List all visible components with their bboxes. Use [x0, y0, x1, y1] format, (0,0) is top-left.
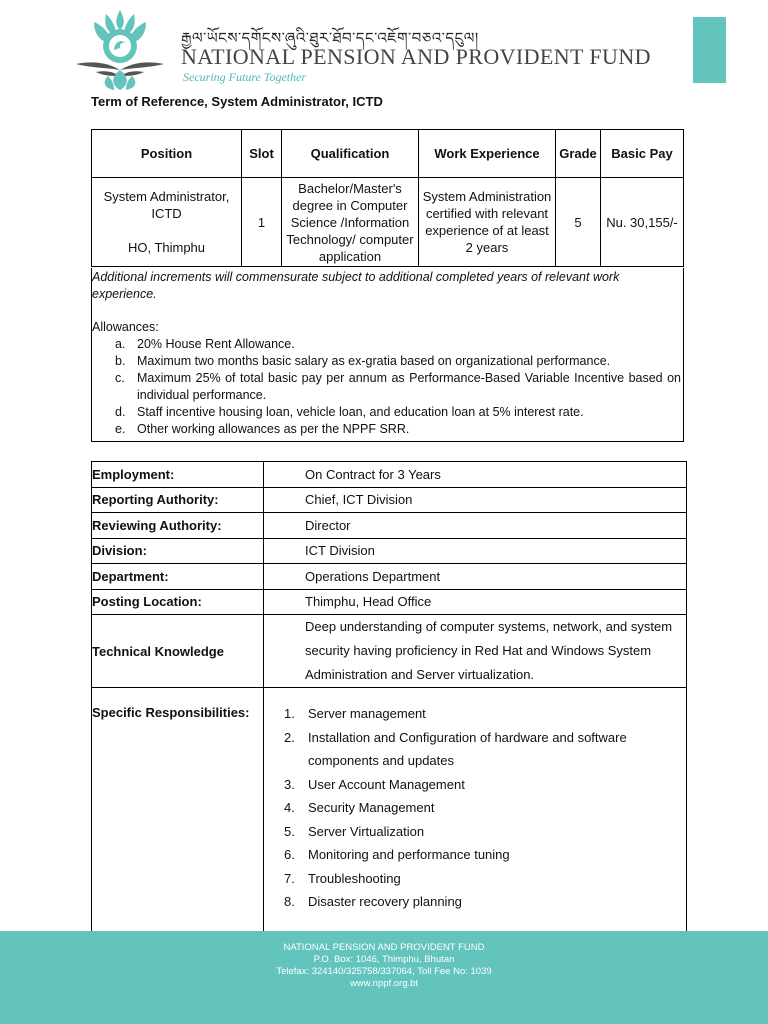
posting-location-value: Thimphu, Head Office — [264, 589, 687, 615]
list-item-text: Other working allowances as per the NPPF SRR. — [137, 422, 410, 436]
list-item-label: c. — [115, 371, 125, 385]
list-item-label: e. — [115, 422, 126, 436]
list-item: 7. Troubleshooting — [284, 870, 401, 886]
footer-org-name: NATIONAL PENSION AND PROVIDENT FUND — [283, 942, 485, 953]
footer-website-link[interactable]: www.nppf.org.bt — [349, 978, 419, 989]
table-row — [92, 178, 684, 267]
table-row — [92, 688, 687, 944]
list-item: 2. Installation and Configuration of hardware and software — [284, 729, 627, 745]
tibetan-org-name: རྒྱལ་ཡོངས་དགོངས་ཞུའི་ཐུར་ཐོབ་དང་འཇོག་བཅའ་དངུལ། — [181, 29, 479, 47]
tagline: Securing Future Together — [183, 70, 307, 84]
table-row — [92, 538, 687, 564]
page-title: Term of Reference, System Administrator, ICTD — [91, 94, 383, 109]
list-item-text: Maximum 25% of total basic pay per annum as Performance-Based Variable Incentive based on individual performance. — [137, 371, 681, 402]
allowances-heading: Allowances: — [92, 320, 159, 334]
department-value: Operations Department — [264, 564, 687, 590]
list-item: 1. Server management — [284, 706, 426, 721]
footer-phone: Telefax: 324140/325758/337064, Toll Fee No: 1039 — [276, 966, 492, 977]
division-value: ICT Division — [264, 538, 687, 564]
org-name: NATIONAL PENSION AND PROVIDENT FUND — [181, 44, 651, 69]
specific-responsibilities-cell — [264, 688, 687, 944]
list-item-label: b. — [115, 354, 126, 368]
table-row — [92, 564, 687, 590]
list-item: 4. Security Management — [284, 800, 435, 815]
list-item: components and updates — [308, 753, 454, 768]
cell-basic-pay: Nu. 30,155/- — [601, 178, 684, 267]
cell-experience: System Administration certified with relevant experience of at least 2 years — [419, 178, 556, 267]
employment-value: On Contract for 3 Years — [264, 462, 687, 488]
allowances-box — [91, 268, 684, 442]
cell-slot: 1 — [242, 178, 282, 267]
list-item — [115, 421, 683, 438]
col-header-position: Position — [92, 130, 242, 178]
specific-responsibilities-label: Specific Responsibilities: — [92, 688, 264, 944]
list-item: 8. Disaster recovery planning — [284, 894, 462, 909]
table-row — [92, 487, 687, 513]
technical-knowledge-label: Technical Knowledge — [92, 615, 264, 688]
table-row — [92, 513, 687, 539]
col-header-experience: Work Experience — [419, 130, 556, 178]
col-header-qualification: Qualification — [282, 130, 419, 178]
col-header-grade: Grade — [556, 130, 601, 178]
cell-qualification: Bachelor/Master's degree in Computer Science /Information Technology/ computer application — [282, 178, 419, 267]
reporting-authority-label: Reporting Authority: — [92, 487, 264, 513]
cell-grade: 5 — [556, 178, 601, 267]
employment-label: Employment: — [92, 462, 264, 488]
responsibilities-list — [264, 702, 686, 914]
table-row — [92, 615, 687, 688]
reviewing-authority-value: Director — [264, 513, 687, 539]
list-item — [115, 370, 683, 404]
list-item-label: a. — [115, 337, 126, 351]
position-table-header — [92, 130, 684, 178]
list-item-text: Staff incentive housing loan, vehicle loan, and education loan at 5% interest rate. — [137, 405, 584, 419]
details-table — [91, 461, 687, 944]
list-item-label: d. — [115, 405, 126, 419]
footer-contact — [0, 942, 768, 990]
lotus-swan-logo-icon — [66, 6, 174, 94]
department-label: Department: — [92, 564, 264, 590]
col-header-basic-pay: Basic Pay — [601, 130, 684, 178]
cell-position — [92, 178, 242, 267]
position-title: System Administrator, — [103, 189, 230, 204]
footer-address: P.O. Box: 1046, Thimphu, Bhutan — [313, 954, 455, 965]
reporting-authority-value: Chief, ICT Division — [264, 487, 687, 513]
position-table — [91, 129, 684, 267]
increment-note: Additional increments will commensurate subject to additional completed years of relevant work experience. — [92, 270, 620, 301]
list-item-text: 20% House Rent Allowance. — [137, 337, 295, 351]
list-item — [115, 336, 683, 353]
table-row — [92, 462, 687, 488]
posting-location-label: Posting Location: — [92, 589, 264, 615]
footer — [0, 931, 768, 1024]
list-item: 5. Server Virtualization — [284, 823, 425, 839]
table-row — [92, 589, 687, 615]
reviewing-authority-label: Reviewing Authority: — [92, 513, 264, 539]
division-label: Division: — [92, 538, 264, 564]
list-item-text: Maximum two months basic salary as ex-gratia based on organizational performance. — [137, 354, 611, 368]
allowances-list — [92, 336, 683, 438]
position-unit: ICTD — [151, 206, 182, 221]
header-accent-block — [693, 17, 726, 83]
list-item — [115, 404, 683, 421]
technical-knowledge-value: Deep understanding of computer systems, network, and system security having proficiency in Red Hat and Windows System Administration and Server virtualization. — [264, 615, 687, 688]
col-header-slot: Slot — [242, 130, 282, 178]
list-item: 6. Monitoring and performance tuning — [284, 847, 510, 862]
list-item — [115, 353, 683, 370]
list-item: 3. User Account Management — [284, 776, 465, 792]
position-location: HO, Thimphu — [127, 240, 206, 255]
